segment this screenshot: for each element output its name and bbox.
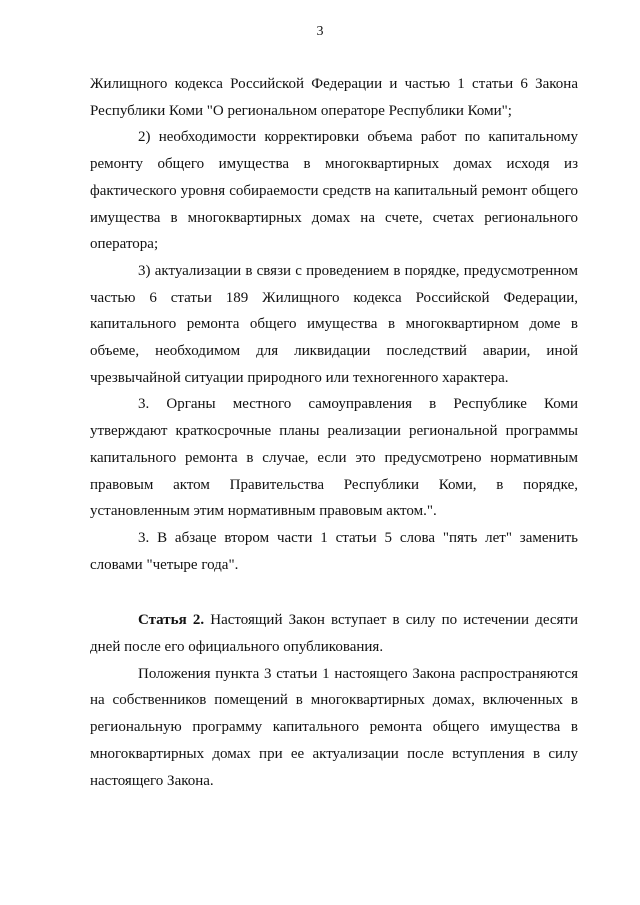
article-2-text: Настоящий Закон вступает в силу по истечении десяти дней после его официального опубликования.: [90, 612, 578, 656]
final-paragraph: Положения пункта 3 статьи 1 настоящего Закона распространяются на собственников помещений в многоквартирных домах, включенных в региональную программу капитального ремонта общего имущества в многоквартирных домах при ее актуализации после вступления в силу настоящего Закона.: [90, 665, 578, 789]
paragraph-clause-3: 3. Органы местного самоуправления в Республике Коми утверждают краткосрочные планы реализации региональной программы капитального ремонта в случае, если это предусмотрено нормативным правовым актом Правительства Республики Коми, в порядке, установленным этим нормативным правовым актом.".: [90, 396, 578, 520]
article-2-label: Статья 2.: [138, 612, 205, 629]
paragraph-item-3: 3) актуализации в связи с проведением в порядке, предусмотренном частью 6 статьи 189 Жилищного кодекса Российской Федерации, капитального ремонта общего имущества в многоквартирном доме в объеме, необходимом для ликвидации последствий аварии, иной чрезвычайной ситуации природного или техногенного характера.: [90, 262, 578, 386]
document-body: [90, 71, 578, 794]
paragraph-continuation: Жилищного кодекса Российской Федерации и частью 1 статьи 6 Закона Республики Коми "О региональном операторе Республики Коми";: [90, 76, 578, 119]
page-number: 3: [316, 24, 324, 39]
paragraph-amendment-3: 3. В абзаце втором части 1 статьи 5 слова "пять лет" заменить словами "четыре года".: [90, 529, 578, 573]
paragraph-item-2: 2) необходимости корректировки объема работ по капитальному ремонту общего имущества в многоквартирных домах исходя из фактического уровня собираемости средств на капитальный ремонт общего имущества в многоквартирных домах на счете, счетах регионального оператора;: [90, 129, 578, 253]
article-2-paragraph: [90, 607, 578, 660]
